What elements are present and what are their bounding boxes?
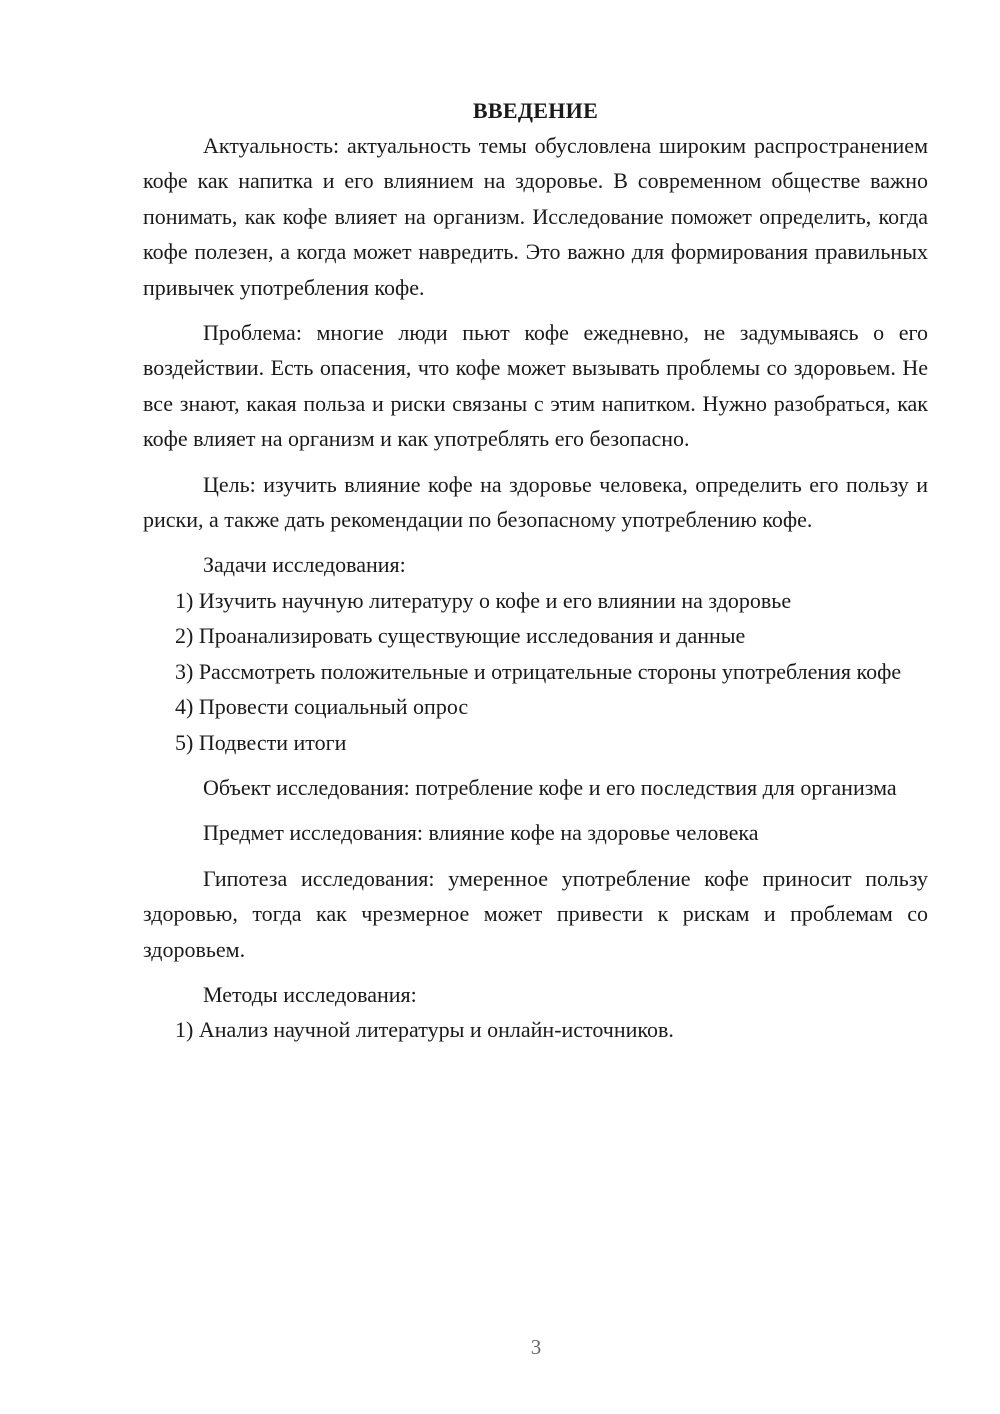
task-item-1: 1) Изучить научную литературу о кофе и его влиянии на здоровье: [175, 587, 792, 613]
problem-paragraph: Проблема: многие люди пьют кофе ежедневно, не задумываясь о его воздействии. Есть опасения, что кофе может вызывать проблемы со здоровьем. Не все знают, какая польза и риски связаны с этим напитком. Нужно разобраться, как кофе влияет на организм и как употреблять его безопасно.: [143, 320, 928, 452]
task-item-2: 2) Проанализировать существующие исследования и данные: [175, 623, 746, 649]
subject-paragraph: Предмет исследования: влияние кофе на здоровье человека: [203, 820, 759, 846]
tasks-title: Задачи исследования:: [203, 552, 406, 578]
hypothesis-paragraph: Гипотеза исследования: умеренное употребление кофе приносит пользу здоровью, тогда как чрезмерное может привести к рискам и проблемам со здоровьем.: [143, 865, 928, 962]
methods-title: Методы исследования:: [203, 981, 417, 1007]
document-page: [143, 93, 928, 1048]
relevance-paragraph: Актуальность: актуальность темы обусловлена широким распространением кофе как напитка и его влиянием на здоровье. В современном обществе важно понимать, как кофе влияет на организм. Исследование поможет определить, когда кофе полезен, а когда может навредить. Это важно для формирования правильных привычек употребления кофе.: [143, 133, 928, 300]
goal-paragraph: Цель: изучить влияние кофе на здоровье человека, определить его пользу и риски, а также дать рекомендации по безопасному употреблению кофе.: [143, 471, 928, 533]
task-item-5: 5) Подвести итоги: [175, 729, 347, 755]
page-number: 3: [530, 1335, 542, 1359]
method-item-1: 1) Анализ научной литературы и онлайн-источников.: [175, 1017, 674, 1043]
page-title: ВВЕДЕНИЕ: [472, 98, 599, 123]
object-paragraph: Объект исследования: потребление кофе и его последствия для организма: [203, 774, 897, 800]
task-item-3: 3) Рассмотреть положительные и отрицательные стороны употребления кофе: [175, 658, 902, 684]
task-item-4: 4) Провести социальный опрос: [175, 694, 469, 720]
